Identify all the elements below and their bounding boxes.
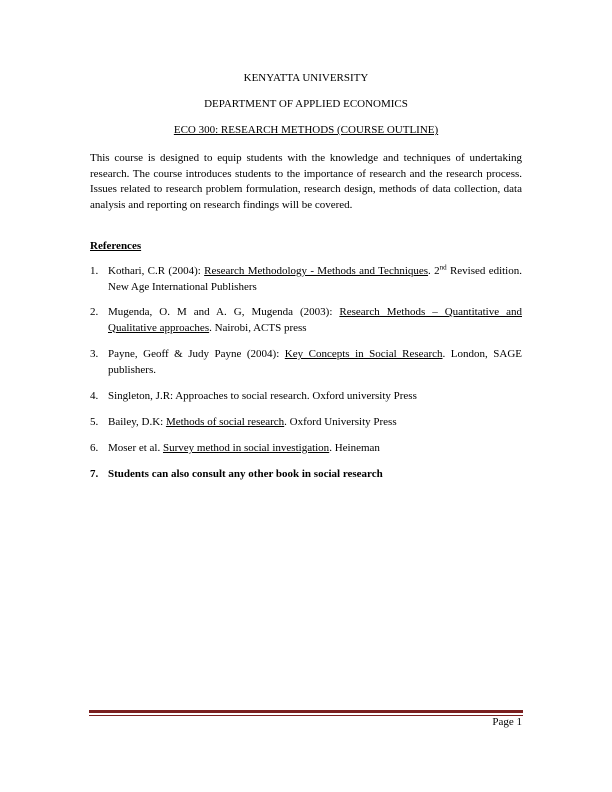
reference-text	[108, 415, 522, 431]
footer-rule-thin	[89, 715, 523, 716]
reference-number: 4.	[90, 390, 99, 402]
reference-item-5	[90, 415, 522, 431]
reference-number: 7.	[90, 468, 99, 480]
reference-publisher: . London, SAGE publishers.	[108, 348, 522, 376]
reference-title: Key Concepts in Social Research	[284, 348, 443, 360]
page-number: Page 1	[492, 716, 522, 728]
reference-publisher: Revised edition. New Age International Publishers	[108, 265, 522, 293]
reference-author: Kothari, C.R (2004):	[108, 265, 205, 277]
reference-number: 6.	[90, 442, 99, 454]
references-heading: References	[90, 240, 142, 252]
reference-item-7	[90, 467, 522, 483]
reference-detail: . 2	[428, 265, 440, 277]
reference-text	[108, 441, 522, 457]
reference-publisher: . Nairobi, ACTS press	[209, 321, 307, 334]
reference-number: 3.	[90, 348, 99, 360]
reference-number: 2.	[90, 306, 99, 318]
reference-author: Payne, Geoff & Judy Payne (2004):	[108, 348, 285, 360]
university-name: KENYATTA UNIVERSITY	[243, 72, 369, 84]
reference-publisher: . Oxford University Press	[284, 416, 397, 428]
reference-number: 5.	[90, 416, 99, 428]
course-title-text: ECO 300: RESEARCH METHODS (COURSE OUTLINE)	[173, 124, 439, 136]
reference-author: Mugenda, O. M and A. G, Mugenda (2003):	[108, 306, 340, 318]
course-description: This course is designed to equip students with the knowledge and techniques of undertaking research. The course introduces students to the importance of research and the research process. Issues related to research problem formulation, research design, methods of data collection, data analysis and reporting on research findings will be covered.	[90, 152, 522, 211]
reference-item-4	[90, 389, 522, 405]
course-title	[0, 124, 612, 137]
department-name: DEPARTMENT OF APPLIED ECONOMICS	[204, 98, 408, 110]
reference-text	[108, 264, 522, 295]
reference-author: Bailey, D.K:	[108, 416, 166, 428]
reference-title: Research Methodology - Methods and Techniques	[204, 265, 429, 277]
reference-text: Students can also consult any other book in social research	[108, 468, 383, 480]
reference-item-6	[90, 441, 522, 457]
reference-superscript: nd	[439, 263, 447, 272]
reference-title: Research Methods – Quantitative and Qualitative approaches	[108, 306, 522, 334]
reference-text	[108, 305, 522, 336]
reference-item-2	[90, 305, 522, 336]
reference-item-1	[90, 264, 522, 295]
reference-title: Methods of social research	[165, 416, 285, 428]
reference-author: Moser et al.	[108, 442, 163, 454]
footer-rule-thick	[89, 710, 523, 713]
reference-publisher: . Heineman	[329, 442, 380, 454]
reference-title: Survey method in social investigation	[162, 442, 330, 454]
reference-text	[108, 347, 522, 378]
reference-text: Singleton, J.R: Approaches to social research. Oxford university Press	[108, 390, 417, 402]
reference-number: 1.	[90, 265, 99, 277]
reference-item-3	[90, 347, 522, 378]
